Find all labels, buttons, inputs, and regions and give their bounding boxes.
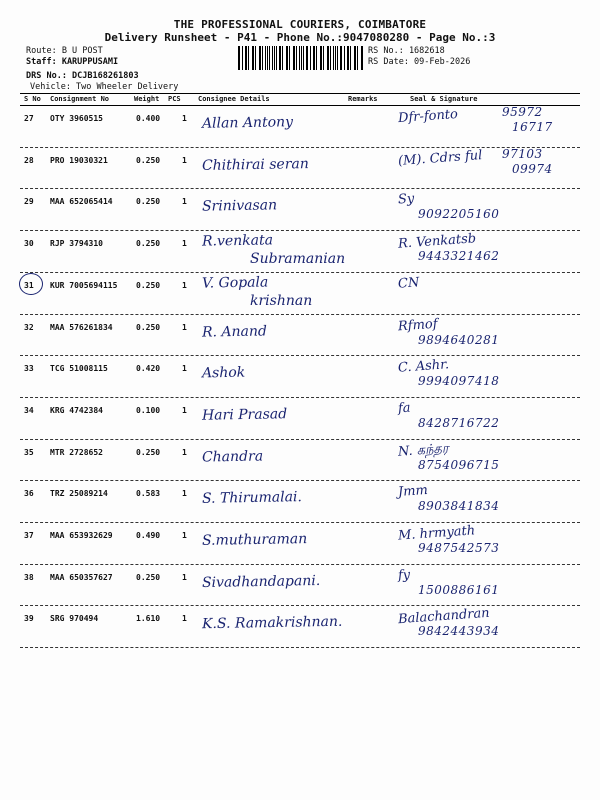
table-row: [0, 146, 600, 189]
pcs-value: 1: [182, 197, 187, 207]
runsheet-subtitle: Delivery Runsheet - P41 - Phone No.:9047080280 - Page No.:3: [104, 31, 496, 44]
row-divider: [20, 564, 580, 565]
weight-value: 0.250: [136, 572, 161, 582]
consignment-number: OTY 3960515: [50, 114, 103, 123]
consignee-name: Sivadhandapani.: [201, 572, 321, 591]
pcs-value: 1: [182, 489, 187, 499]
consignment-number: RJP 3794310: [50, 239, 103, 249]
col-consignment: Consignment No: [50, 95, 110, 103]
consignee-name-line2: Subramanian: [250, 251, 346, 268]
pcs-value: 1: [182, 239, 187, 249]
signature: Dfr-fonto: [397, 106, 459, 127]
row-divider: [20, 355, 580, 356]
consignment-number: KUR 7005694115: [50, 280, 118, 290]
consignment-number: TRZ 25089214: [50, 489, 108, 499]
consignee-name: V. Gopala: [201, 274, 269, 292]
row-sno: 33: [24, 364, 34, 374]
phone-number: 95972: [502, 105, 543, 119]
consignment-number: SRG 970494: [50, 614, 99, 624]
weight-value: 0.250: [136, 322, 161, 332]
pcs-value: 1: [182, 322, 187, 332]
barcode-bar: [316, 46, 317, 70]
row-sno: 39: [24, 614, 34, 624]
consignee-name: Chithirai seran: [201, 155, 309, 174]
table-row: [0, 274, 600, 314]
table-row: [0, 399, 600, 439]
signature: M. hrmyath: [397, 523, 476, 544]
row-sno: 36: [24, 489, 34, 499]
consignee-name: Ashok: [201, 364, 246, 382]
row-divider: [20, 522, 580, 523]
row-divider: [20, 147, 580, 148]
phone-number: 8903841834: [418, 499, 500, 514]
phone-number: 97103: [502, 146, 543, 161]
col-seal: Seal & Signature: [410, 95, 478, 103]
table-row: [0, 107, 600, 147]
col-consignee: Consignee Details: [198, 95, 270, 103]
phone-number-line2: 09974: [512, 161, 553, 176]
row-divider: [20, 272, 580, 273]
pcs-value: 1: [182, 614, 187, 624]
row-sno: 32: [24, 322, 34, 332]
phone-number: 8428716722: [418, 415, 500, 430]
table-row: [0, 482, 600, 522]
consignee-name-line2: krishnan: [250, 292, 313, 309]
consignment-number: MTR 2728652: [50, 447, 103, 457]
row-divider: [20, 397, 580, 398]
consignee-name: Allan Antony: [201, 114, 294, 132]
phone-number: 9092205160: [418, 207, 500, 222]
staff-label: Staff: KARUPPUSAMI: [26, 57, 119, 67]
consignment-number: TCG 51008115: [50, 364, 108, 374]
weight-value: 0.250: [136, 447, 161, 457]
consignee-name: S. Thirumalai.: [201, 489, 303, 508]
phone-number: 9487542573: [418, 541, 500, 555]
barcode-bar: [301, 46, 302, 70]
pcs-value: 1: [182, 114, 187, 123]
barcode: [238, 46, 364, 70]
signature: Balachandran: [397, 606, 491, 628]
consignee-name: Srinivasan: [201, 197, 278, 216]
signature: N. கந்தர: [397, 440, 450, 460]
barcode-bar: [354, 46, 355, 70]
pcs-value: 1: [182, 364, 187, 374]
weight-value: 0.250: [136, 280, 161, 290]
signature: R. Venkatsb: [397, 231, 477, 252]
phone-number: 9842443934: [418, 624, 500, 639]
consignee-name: Hari Prasad: [201, 406, 288, 424]
header-divider-top: [20, 93, 580, 94]
phone-number: 9894640281: [418, 332, 500, 347]
row-sno: 29: [24, 197, 34, 207]
weight-value: 0.400: [136, 114, 161, 123]
barcode-bar: [269, 46, 270, 70]
row-sno: 28: [24, 155, 34, 165]
phone-number: 1500886161: [418, 582, 500, 597]
table-row: [0, 357, 600, 397]
col-remarks: Remarks: [348, 95, 378, 103]
table-row: [0, 316, 600, 356]
consignment-number: MAA 576261834: [50, 322, 113, 332]
table-row: [0, 566, 600, 606]
row-divider: [20, 480, 580, 481]
weight-value: 0.420: [136, 364, 161, 374]
barcode-bar: [255, 46, 256, 70]
pcs-value: 1: [182, 572, 187, 582]
pcs-value: 1: [182, 447, 187, 457]
table-row: [0, 232, 600, 272]
consignment-number: MAA 653932629: [50, 531, 113, 540]
pcs-value: 1: [182, 280, 187, 290]
weight-value: 0.100: [136, 405, 161, 415]
consignment-number: KRG 4742384: [50, 405, 103, 415]
weight-value: 0.583: [136, 489, 161, 499]
row-divider: [20, 605, 580, 606]
table-row: [0, 607, 600, 647]
row-sno: 30: [24, 239, 34, 249]
row-sno: 35: [24, 447, 34, 457]
phone-number: 8754096715: [418, 457, 500, 472]
consignment-number: MAA 650357627: [50, 572, 113, 582]
row-divider: [20, 188, 580, 189]
pcs-value: 1: [182, 155, 187, 165]
consignee-name: R. Anand: [201, 322, 268, 341]
phone-number: 9994097418: [418, 374, 500, 389]
signature: Sy: [397, 191, 415, 208]
row-divider: [20, 230, 580, 231]
row-sno: 27: [24, 114, 34, 123]
signature: CN: [397, 275, 420, 292]
phone-number-line2: 16717: [512, 120, 553, 134]
header-divider-bottom: [20, 105, 580, 106]
table-row: [0, 190, 600, 230]
row-sno: 34: [24, 405, 34, 415]
pcs-value: 1: [182, 405, 187, 415]
weight-value: 0.250: [136, 197, 161, 207]
col-weight: Weight: [134, 95, 160, 103]
drs-label: DRS No.: DCJB168261803: [26, 71, 139, 81]
rs-date-label: RS Date: 09-Feb-2026: [368, 57, 471, 67]
rs-no-label: RS No.: 1682618: [368, 46, 445, 56]
pcs-value: 1: [182, 531, 187, 540]
row-31-circle-mark: [19, 273, 43, 295]
row-divider: [20, 439, 580, 440]
signature: C. Ashr.: [397, 357, 450, 376]
weight-value: 1.610: [136, 614, 161, 624]
row-sno: 38: [24, 572, 34, 582]
company-title: THE PROFESSIONAL COURIERS, COIMBATORE: [173, 18, 427, 31]
col-pcs: PCS: [168, 95, 181, 103]
consignee-name: K.S. Ramakrishnan.: [201, 614, 343, 633]
weight-value: 0.490: [136, 531, 161, 540]
signature: fa: [397, 400, 412, 417]
consignee-name: R.venkata: [201, 232, 274, 250]
barcode-bar: [335, 46, 336, 70]
row-sno: 37: [24, 531, 34, 540]
consignment-number: MAA 652065414: [50, 197, 113, 207]
row-sno: 31: [24, 280, 34, 290]
barcode-bar: [245, 46, 246, 70]
row-divider: [20, 314, 580, 315]
signature: Jmm: [397, 483, 429, 501]
row-divider: [20, 647, 580, 648]
table-row: [0, 524, 600, 564]
signature: Rfmof: [397, 316, 439, 334]
barcode-bar: [286, 46, 287, 70]
col-sno: S No: [24, 95, 41, 103]
consignee-name: S.muthuraman: [201, 531, 308, 549]
signature: (M). Cdrs ful: [397, 147, 483, 169]
route-label: Route: B U POST: [26, 46, 103, 56]
weight-value: 0.250: [136, 239, 161, 249]
signature: fy: [397, 567, 411, 584]
weight-value: 0.250: [136, 155, 161, 165]
consignee-name: Chandra: [201, 448, 264, 466]
consignment-number: PRO 19030321: [50, 155, 108, 165]
phone-number: 9443321462: [418, 249, 500, 264]
table-row: [0, 441, 600, 481]
vehicle-label: Vehicle: Two Wheeler Delivery: [30, 82, 179, 92]
